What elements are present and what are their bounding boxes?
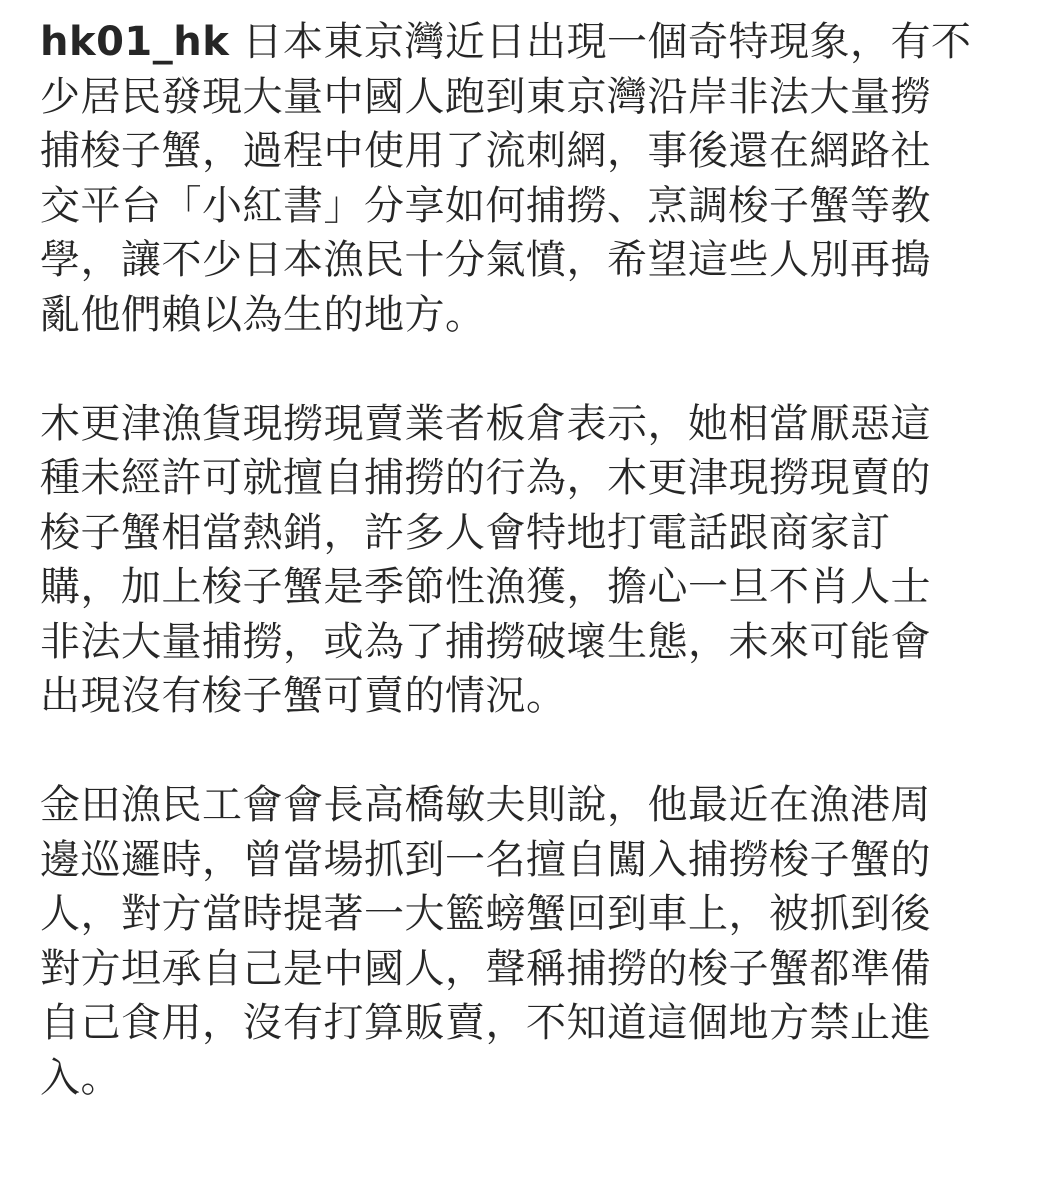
caption-paragraph-2 [40, 397, 1015, 724]
caption-line: 入。 [40, 1054, 121, 1101]
caption-text: 日本東京灣近日出現一個奇特現象，有不 [229, 19, 972, 65]
caption-line: 對方坦承自己是中國人，聲稱捕撈的梭子蟹都準備 [40, 945, 931, 992]
caption-line: 捕梭子蟹，過程中使用了流刺網，事後還在網路社 [40, 128, 931, 174]
caption-paragraph-1 [40, 15, 1015, 342]
caption-line: 金田漁民工會會長高橋敏夫則說，他最近在漁港周 [40, 782, 931, 828]
caption-line: 自己食用，沒有打算販賣，不知道這個地方禁止進 [40, 1000, 931, 1046]
caption-line [40, 15, 1015, 70]
caption-line: 種未經許可就擅自捕撈的行為，木更津現撈現賣的 [40, 455, 931, 501]
caption-line: 學，讓不少日本漁民十分氣憤，希望這些人別再搗 [40, 237, 931, 283]
caption-line: 邊巡邏時，曾當場抓到一名擅自闖入捕撈梭子蟹的 [40, 836, 931, 883]
post-caption [40, 15, 1015, 1105]
caption-paragraph-3 [40, 778, 1015, 1105]
caption-line: 交平台「小紅書」分享如何捕撈、烹調梭子蟹等教 [40, 182, 931, 229]
username-link[interactable]: hk01_hk [40, 19, 230, 65]
caption-line: 非法大量捕撈，或為了捕撈破壞生態，未來可能會 [40, 618, 931, 665]
caption-line: 梭子蟹相當熱銷，許多人會特地打電話跟商家訂 [40, 509, 891, 556]
caption-line: 亂他們賴以為生的地方。 [40, 291, 486, 338]
caption-line: 出現沒有梭子蟹可賣的情況。 [40, 673, 567, 719]
caption-line: 少居民發現大量中國人跑到東京灣沿岸非法大量撈 [40, 73, 931, 120]
caption-line: 人，對方當時提著一大籃螃蟹回到車上，被抓到後 [40, 891, 931, 937]
caption-line: 購，加上梭子蟹是季節性漁獲，擔心一旦不肖人士 [40, 564, 931, 610]
caption-line: 木更津漁貨現撈現賣業者板倉表示，她相當厭惡這 [40, 400, 931, 447]
